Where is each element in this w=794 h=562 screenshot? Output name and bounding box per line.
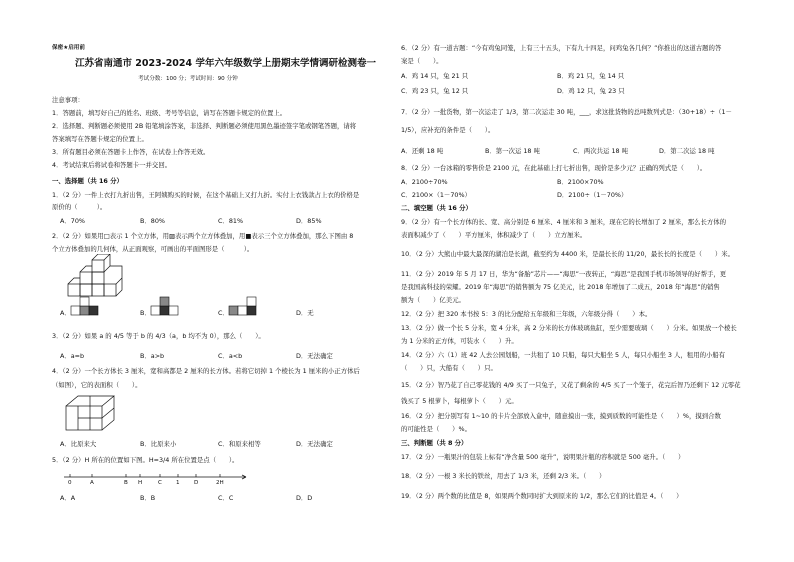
notice-item: 1．答题前，填写好自己的姓名、班级、考号等信息，请写在答题卡规定的位置上。	[52, 109, 287, 117]
axis-label: 0	[68, 480, 72, 486]
option[interactable]: D．85%	[296, 217, 322, 225]
question-text: （如图），它的表面积（ ）。	[52, 381, 142, 389]
question-text: 12．（2 分）把 320 本书按 5：3 的比分配给五年级和三年级，六年级分得（ ）本。	[401, 310, 652, 318]
question-text: 表面积减少了（ ）平方厘米，体积减少了（ ）立方厘米。	[401, 231, 587, 239]
option[interactable]: C．a<b	[218, 352, 243, 360]
grid-option-c[interactable]	[228, 296, 258, 316]
axis-label: 2H	[216, 480, 224, 486]
option[interactable]: A．还剩 18 吨	[401, 147, 444, 155]
option[interactable]: B．B	[140, 494, 156, 502]
question-text: 4．（2 分）一个长方体长 3 厘米，宽和高都是 2 厘米的长方体。若将它切掉 1 个棱长为 1 厘米的小正方体后	[52, 367, 360, 375]
option[interactable]: C．	[218, 309, 229, 317]
question-text: 为 1 分米的正方体，可装水（ ）升。	[401, 337, 518, 345]
option[interactable]: C．2100×（1－70%）	[401, 191, 471, 199]
option[interactable]: C．81%	[218, 217, 244, 225]
notice-item: 4．考试结束后将试卷和答题卡一并交回。	[52, 161, 172, 169]
question-text: 个立方体叠加的几何体，从正面观察，可画出的平面图形是（ ）。	[52, 245, 254, 253]
notice-item: 3．所有题目必须在答题卡上作答，在试卷上作答无效。	[52, 148, 210, 156]
option[interactable]: B．2100×70%	[557, 178, 604, 186]
cuboid-figure	[64, 390, 120, 434]
option[interactable]: A．A	[60, 494, 76, 502]
notice-item: 2．选择题、判断题必须使用 2B 铅笔填涂答案，非选择、判断题必须使用黑色墨迹签字笔或钢笔答题，请将	[52, 122, 357, 130]
axis-label: 1	[176, 480, 180, 486]
question-text: 原价的（ ）。	[52, 203, 107, 211]
option[interactable]: C．鸡 23 只，兔 12 只	[401, 87, 469, 95]
notice-heading: 注意事项：	[52, 96, 84, 104]
option[interactable]: D．D	[296, 494, 313, 502]
question-text: 15．（2 分）智乃花了自己零花钱的 4/9 买了一只兔子，又花了剩余的 4/5 买了一个笼子，花完后智乃还剩下 12 元零花	[401, 381, 741, 389]
option[interactable]: D．鸡 12 只，兔 23 只	[557, 87, 625, 95]
exam-info: 考试分数：100 分；考试时间：90 分钟	[138, 76, 238, 82]
question-text: 6．（2 分）有一道古题：“今有鸡兔同笼，上有三十五头，下有九十四足，问鸡兔各几何？”你推出的这道古题的答	[401, 44, 722, 52]
option[interactable]: B．比原来小	[140, 440, 177, 448]
option[interactable]: B．鸡 21 只，兔 14 只	[557, 72, 625, 80]
question-text: 7．（2 分）一批货物，第一次运走了 1/3，第二次运走 30 吨，___，求这批货物的总吨数列式是：（30+18）÷（1－	[401, 108, 732, 116]
question-text: 是我国高科技的荣耀。2019 年“海思”的销售额为 75 亿美元，比 2018 年增加了二成五，2018 年“海思”的销售	[401, 283, 720, 291]
axis-label: C	[158, 480, 162, 486]
grid-option-b[interactable]	[150, 296, 180, 316]
cube-stack-figure	[64, 254, 136, 300]
axis-label: B	[124, 480, 128, 486]
axis-label: H	[138, 480, 143, 486]
option[interactable]: A．a=b	[60, 352, 85, 360]
section-heading: 三、判断题（共 8 分）	[401, 439, 468, 447]
option[interactable]: A．	[60, 309, 71, 317]
section-heading: 一、选择题（共 16 分）	[52, 177, 123, 185]
option[interactable]: C．C	[218, 494, 234, 502]
option[interactable]: A．70%	[60, 217, 85, 225]
page-title: 江苏省南通市 2023-2024 学年六年级数学上册期末学情调研检测卷一	[75, 58, 376, 69]
notice-item: 答案填写在答题卡规定的位置上。	[52, 135, 148, 143]
question-text: 的可能性是（ ）%。	[401, 425, 471, 433]
question-text: 2．（2 分）如果用□表示 1 个立方体，用▨表示两个立方体叠加，用■表示三个立方体叠加，那么下图由 8	[52, 232, 354, 240]
secret-label: 保密★启用前	[52, 45, 85, 51]
question-text: 1/5），应补充的条件是（ ）。	[401, 126, 495, 134]
question-text: 9．（2 分）有一个长方体的长、宽、高分别是 6 厘米、4 厘米和 3 厘米，现在它的长增加了 2 厘米，那么长方体的	[401, 218, 727, 226]
right-column	[397, 0, 794, 562]
axis-label: D	[194, 480, 199, 486]
question-text: 16．（2 分）把分别写有 1~10 的卡片全部放入盒中，随意摸出一张，摸到质数的可能性是（ ）%，摸到合数	[401, 412, 721, 420]
option[interactable]: D．第二次运 18 吨	[659, 147, 715, 155]
option[interactable]: B．80%	[140, 217, 165, 225]
option[interactable]: A．比原来大	[60, 440, 97, 448]
option[interactable]: D．2100÷（1－70%）	[557, 191, 628, 199]
question-text: 11．（2 分）2019 年 5 月 17 日，华为“备胎”芯片——“海思”一夜转正，“海思”是我国手机市场领导的好帮手，更	[401, 270, 727, 278]
question-text: 额为（ ）亿美元。	[401, 296, 465, 304]
question-text: 13．（2 分）做一个长 5 分米，宽 4 分米，高 2 分米的长方体玻璃鱼缸，至少需要玻璃（ ）分米。如果放一个棱长	[401, 324, 737, 332]
option[interactable]: B．	[140, 309, 151, 317]
question-text: 钱买了 5 根萝卜，每根萝卜（ ）元。	[401, 397, 518, 405]
question-text: 17．（2 分）一瓶果汁的包装上标有“净含量 500 毫升”，说明果汁瓶的容积就是 500 毫升。（ ）	[401, 453, 685, 461]
question-text: 1．（2 分）一件上衣打九折出售，王阿姨购买的时候，在这个基础上又打九折。实付上衣钱款占上衣的价格是	[52, 191, 360, 199]
question-text: 19．（2 分）两个数的比值是 8，如果两个数同时扩大到原来的 1/2，那么它们的比值是 4。（ ）	[401, 492, 683, 500]
question-text: 14．（2 分）六（1）班 42 人去公园划船，一共租了 10 只船，每只大船坐 5 人，每只小船坐 3 人，租用的小船有	[401, 351, 726, 359]
axis-label: A	[90, 480, 94, 486]
question-text: 18．（2 分）一根 3 米长的铁丝，用去了 1/3 米，还剩 2/3 米。（ ）	[401, 472, 606, 480]
question-text: （ ）只，大船有（ ）只。	[401, 364, 497, 372]
option[interactable]: C．和原来相等	[218, 440, 261, 448]
question-text: 5．（2 分）H 所在的位置如下图。H=3/4 所在位置是点（ ）。	[52, 456, 239, 464]
question-text: 案是（ ）。	[401, 57, 443, 65]
option[interactable]: A．2100÷70%	[401, 178, 448, 186]
question-text: 8．（2 分）一台冰箱的零售价是 2100 元，在此基础上打七折出售，现价是多少元？正确的列式是（ ）。	[401, 164, 707, 172]
grid-option-a[interactable]	[70, 296, 100, 316]
option[interactable]: C．两次共运 18 吨	[573, 147, 629, 155]
option[interactable]: D．无法确定	[296, 440, 333, 448]
section-heading: 二、填空题（共 16 分）	[401, 204, 472, 212]
option[interactable]: B．第一次运 18 吨	[485, 147, 540, 155]
question-text: 10．（2 分）大熊山中最大最深的湖泊是长湖，截至约为 4400 米，是最长长的 11/20，最长长的长度是（ ）米。	[401, 250, 734, 258]
option[interactable]: D．无	[296, 309, 314, 317]
option[interactable]: A．鸡 14 只，兔 21 只	[401, 72, 469, 80]
question-text: 3．（2 分）如果 a 的 4/5 等于 b 的 4/3（a，b 均不为 0），那么（ ）。	[52, 332, 265, 340]
option[interactable]: D．无法确定	[296, 352, 333, 360]
option[interactable]: B．a>b	[140, 352, 165, 360]
